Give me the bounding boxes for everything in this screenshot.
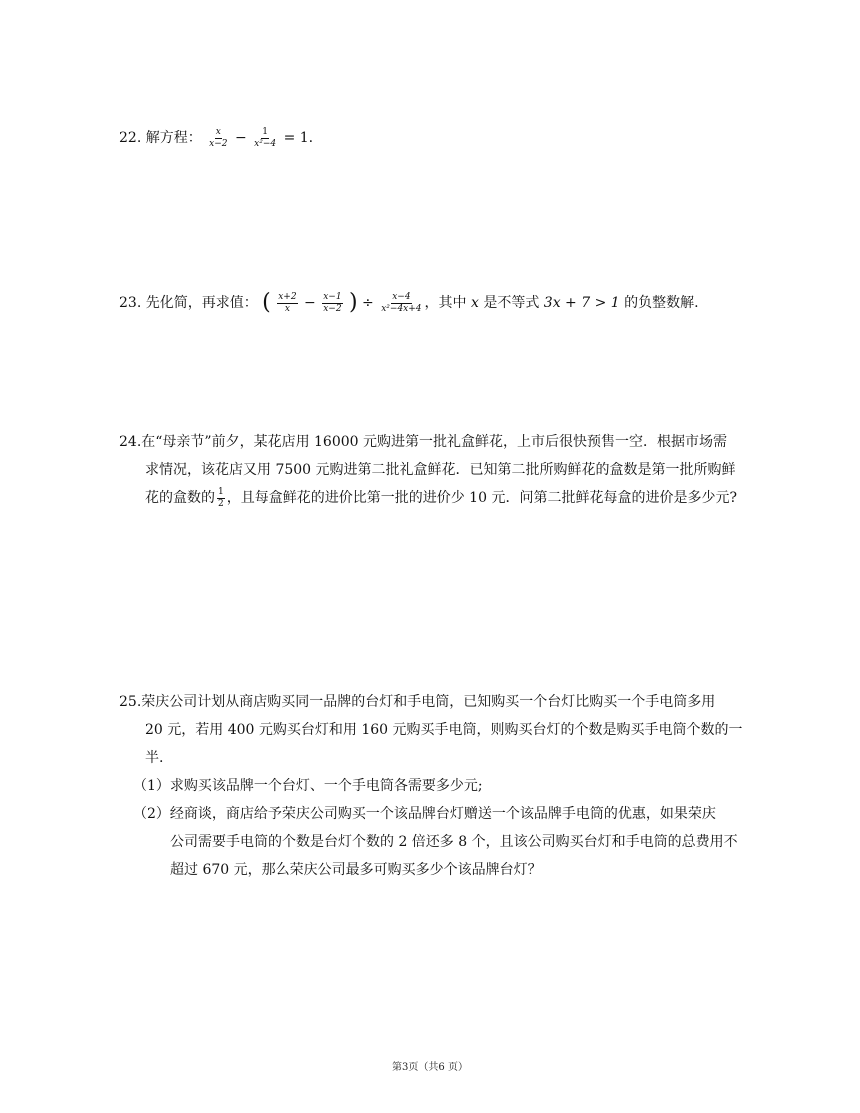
question-line: 20 元，若用 400 元购买台灯和用 160 元购买手电筒，则购买台灯的个数是购买手电筒个数的一 <box>145 722 743 738</box>
denominator: x−2 <box>209 138 228 149</box>
sub-question-2-line: 超过 670 元，那么荣庆公司最多可购买多少个该品牌台灯？ <box>170 862 542 878</box>
sub-question-2: （2）经商谈，商店给予荣庆公司购买一个该品牌台灯赠送一个该品牌手电筒的优惠，如果荣庆 <box>133 806 716 822</box>
inequality: 3x + 7 > 1 <box>543 295 620 311</box>
sub-question-2-line: 公司需要手电筒的个数是台灯个数的 2 倍还多 8 个，且该公司购买台灯和手电筒的总费用不 <box>170 834 738 850</box>
question-23 <box>119 290 759 316</box>
numerator: 1 <box>262 126 268 137</box>
numerator: x−1 <box>323 291 342 302</box>
fraction <box>322 292 342 315</box>
fraction-one-half <box>217 487 225 510</box>
question-prefix: 解方程： <box>145 130 202 146</box>
question-22 <box>119 125 759 151</box>
variable: x <box>470 295 479 311</box>
page-footer: 第3页（共6 页） <box>392 1062 468 1073</box>
right-paren: ) <box>349 290 358 315</box>
question-number: 25. <box>119 694 142 710</box>
question-text: 荣庆公司计划从商店购买同一品牌的台灯和手电筒，已知购买一个台灯比购买一个手电筒多用 <box>141 694 716 710</box>
fraction <box>208 127 228 150</box>
fraction <box>253 127 277 150</box>
numerator: x+2 <box>278 291 297 302</box>
numerator: x−4 <box>392 291 411 302</box>
text: ，其中 <box>424 295 467 311</box>
question-24 <box>119 428 759 512</box>
question-line: 半. <box>145 750 164 766</box>
fraction <box>277 292 297 315</box>
minus-sign: − <box>234 130 247 146</box>
text: 是不等式 <box>483 295 540 311</box>
question-number: 24. <box>119 434 142 450</box>
question-25 <box>119 688 759 884</box>
question-text: 在“母亲节”前夕，某花店用 16000 元购进第一批礼盒鲜花，上市后很快预售一空．根据市场需 <box>141 434 728 450</box>
question-line <box>119 688 759 716</box>
question-number: 22. <box>119 130 142 146</box>
question-line <box>119 484 759 512</box>
question-line <box>119 428 759 456</box>
numerator: x <box>215 126 221 137</box>
sub-question-1: （1）求购买该品牌一个台灯、一个手电筒各需要多少元; <box>133 778 483 794</box>
divide-sign: ÷ <box>362 295 374 311</box>
denominator: x²−4 <box>254 138 277 149</box>
denominator: x <box>284 303 290 314</box>
denominator: x²−4x+4 <box>381 303 422 314</box>
question-number: 23. <box>119 295 142 311</box>
denominator: 2 <box>218 498 224 509</box>
question-text: ，且每盒鲜花的进价比第一批的进价少 10 元．问第二批鲜花每盒的进价是多少元? <box>226 490 737 506</box>
question-text: 花的盒数的 <box>145 490 215 506</box>
question-prefix: 先化简，再求值： <box>145 295 258 311</box>
numerator: 1 <box>218 486 224 497</box>
text: 的负整数解. <box>624 295 699 311</box>
left-paren: ( <box>262 290 271 315</box>
equation-rhs: = 1. <box>283 130 314 146</box>
fraction <box>380 292 422 315</box>
denominator: x−2 <box>323 303 342 314</box>
minus-sign: − <box>304 295 316 311</box>
question-line: 求情况，该花店又用 7500 元购进第二批礼盒鲜花．已知第二批所购鲜花的盒数是第一批所购鲜 <box>145 462 736 478</box>
